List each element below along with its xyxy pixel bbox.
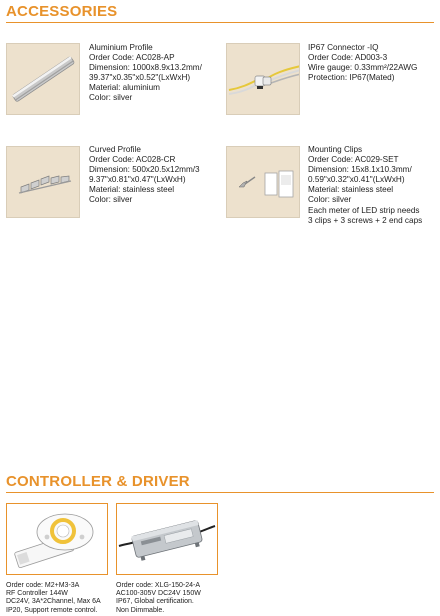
color: Color: silver — [89, 93, 133, 103]
dimension-inches: 0.59"x0.32"x0.41"(LxWxH) — [308, 175, 405, 185]
controller-heading: CONTROLLER & DRIVER — [6, 473, 190, 490]
material: Material: stainless steel — [89, 185, 175, 195]
usage-note-2: 3 clips + 3 screws + 2 end caps — [308, 215, 423, 225]
order-code: Order Code: AC029-SET — [308, 155, 399, 165]
order-code: Order code: M2+M3-3A — [6, 582, 80, 589]
material: Material: stainless steel — [308, 185, 394, 195]
order-code: Order Code: AD003-3 — [308, 53, 388, 63]
item-name: Curved Profile — [89, 145, 141, 154]
curved-profile-image — [6, 146, 80, 218]
ip67-connector-info — [308, 43, 417, 83]
dimming: Non Dimmable. — [116, 606, 165, 614]
accessories-heading: ACCESSORIES — [6, 3, 118, 20]
protection: IP20, Support remote control. — [6, 606, 98, 614]
aluminium-profile-info — [89, 43, 202, 104]
ip67-connector-image — [226, 43, 300, 115]
protection: Protection: IP67(Mated) — [308, 73, 395, 83]
order-code: Order Code: AC028-CR — [89, 155, 176, 165]
mounting-clips-image — [226, 146, 300, 218]
material: Material: aluminium — [89, 83, 160, 93]
dimension: Dimension: 500x20.5x12mm/3 — [89, 165, 200, 175]
led-driver-info — [116, 582, 201, 615]
item-name: Mounting Clips — [308, 145, 363, 154]
item-name: IP67 Connector -IQ — [308, 43, 379, 52]
product-type: RF Controller 144W — [6, 590, 68, 598]
dimension: Dimension: 1000x8.9x13.2mm/ — [89, 63, 202, 73]
led-driver-image — [116, 503, 218, 575]
order-code: Order code: XLG-150-24-A — [116, 582, 201, 589]
wire-gauge: Wire gauge: 0.33mm²/22AWG — [308, 63, 418, 73]
curved-profile-info — [89, 145, 200, 206]
rf-controller-info — [6, 582, 101, 615]
mounting-clips-info — [308, 145, 422, 226]
protection: IP67, Global certification. — [116, 598, 194, 606]
item-name: Aluminium Profile — [89, 43, 153, 52]
usage-note: Each meter of LED strip needs — [308, 205, 420, 215]
accessories-divider — [6, 22, 434, 23]
electrical-spec: DC24V, 3A*2Channel, Max 6A — [6, 598, 101, 606]
order-code: Order Code: AC028-AP — [89, 53, 175, 63]
electrical-spec: AC100-305V DC24V 150W — [116, 590, 201, 598]
dimension: Dimension: 15x8.1x10.3mm/ — [308, 165, 412, 175]
rf-controller-image — [6, 503, 108, 575]
aluminium-profile-image — [6, 43, 80, 115]
dimension-inches: 39.37"x0.35"x0.52"(LxWxH) — [89, 73, 191, 83]
color: Color: silver — [308, 195, 352, 205]
color: Color: silver — [89, 195, 133, 205]
dimension-inches: 9.37"x0.81"x0.47"(LxWxH) — [89, 175, 186, 185]
controller-divider — [6, 492, 434, 493]
